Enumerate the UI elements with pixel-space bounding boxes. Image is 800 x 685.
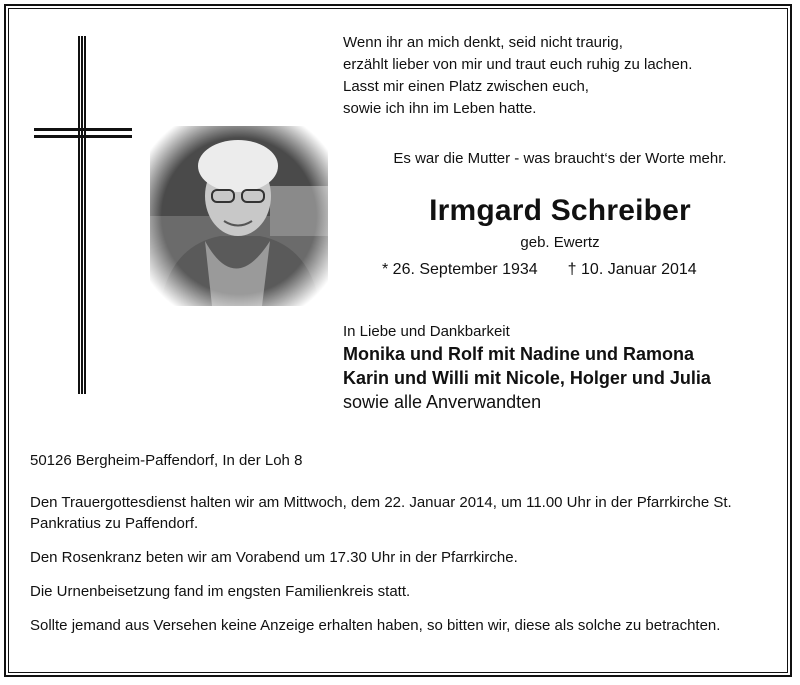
- poem: [343, 32, 692, 120]
- note-paragraph: Den Trauergottesdienst halten wir am Mittwoch, dem 22. Januar 2014, um 11.00 Uhr in der Pfarrkirche St. Pankratius zu Paffendorf.: [30, 494, 732, 532]
- poem-line: Lasst mir einen Platz zwischen euch,: [343, 78, 589, 95]
- deceased-name: Irmgard Schreiber: [429, 194, 691, 227]
- cross-vertical-beam: [78, 36, 86, 394]
- portrait-photo: [150, 126, 328, 306]
- family-line-2: Karin und Willi mit Nicole, Holger und Julia: [343, 368, 711, 388]
- note-paragraph: Sollte jemand aus Versehen keine Anzeige erhalten haben, so bitten wir, diese als solche zu betrachten.: [30, 617, 721, 634]
- family-others: sowie alle Anverwandten: [343, 392, 542, 412]
- note-paragraph: Den Rosenkranz beten wir am Vorabend um 17.30 Uhr in der Pfarrkirche.: [30, 549, 518, 566]
- birth-date: * 26. September 1934: [382, 261, 538, 278]
- death-date: † 10. Januar 2014: [567, 261, 697, 278]
- cross-icon: [34, 36, 132, 396]
- poem-line: erzählt lieber von mir und traut euch ruhig zu lachen.: [343, 56, 693, 73]
- address: 50126 Bergheim-Paffendorf, In der Loh 8: [30, 452, 303, 469]
- family-block: [343, 322, 711, 414]
- poem-line: Wenn ihr an mich denkt, seid nicht traurig,: [343, 34, 623, 51]
- birth-name: geb. Ewertz: [520, 234, 600, 251]
- service-notes: [30, 492, 770, 649]
- family-intro: In Liebe und Dankbarkeit: [343, 323, 510, 340]
- cross-horizontal-beam: [34, 128, 132, 138]
- quote: Es war die Mutter - was braucht‘s der Worte mehr.: [393, 150, 727, 167]
- poem-line: sowie ich ihn im Leben hatte.: [343, 100, 537, 117]
- note-paragraph: Die Urnenbeisetzung fand im engsten Familienkreis statt.: [30, 583, 411, 600]
- life-dates: [382, 261, 697, 279]
- family-line-1: Monika und Rolf mit Nadine und Ramona: [343, 344, 694, 364]
- portrait-image: [150, 126, 328, 306]
